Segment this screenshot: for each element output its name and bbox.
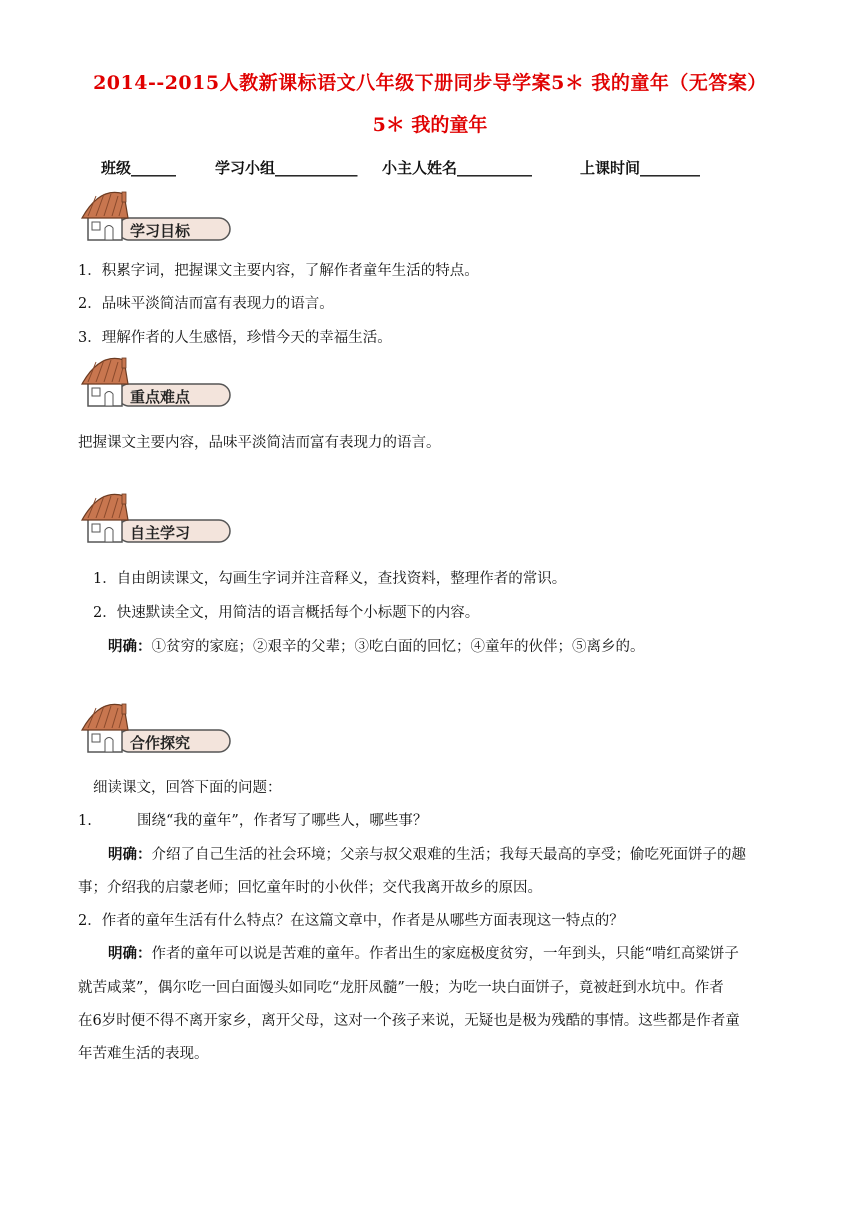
- answer-label: 明确：: [108, 946, 152, 962]
- lesson-title: 5＊ 我的童年: [372, 114, 488, 136]
- answer-2-line-2: 就苦咸菜”，偶尔吃一回白面馒头如同吃“龙肝凤髓”一般；为吃一块白面饼子，竟被赶到水坑中。作者: [78, 980, 724, 996]
- section-banner-cooperation: [78, 700, 238, 758]
- section-heading: 合作探究: [130, 734, 191, 752]
- answer-1-line-2: 事；介绍我的启蒙老师；回忆童年时的小伙伴；交代我离开故乡的原因。: [78, 880, 542, 896]
- document-title: 2014--2015人教新课标语文八年级下册同步导学案5＊ 我的童年（无答案）: [93, 72, 767, 94]
- class-field: 班级______: [101, 159, 177, 177]
- section-heading: 学习目标: [130, 222, 191, 240]
- owner-name-field: 小主人姓名__________: [382, 159, 533, 177]
- answer-text: ①贫穷的家庭；②艰辛的父辈；③吃白面的回忆；④童年的伙伴；⑤离乡的。: [151, 639, 645, 655]
- answer-2-line-4: 年苦难生活的表现。: [78, 1046, 209, 1062]
- section-heading: 重点难点: [130, 388, 191, 406]
- goal-item-1: 1．积累字词，把握课文主要内容，了解作者童年生活的特点。: [78, 263, 479, 279]
- section-heading: 自主学习: [130, 524, 191, 542]
- question-1-number: 1.: [78, 813, 92, 829]
- section-banner-self-study: [78, 490, 238, 548]
- answer-1-line-1: 明确：介绍了自己生活的社会环境；父亲与叔父艰难的生活；我每天最高的享受；偷吃死面饼子的趣: [108, 847, 746, 863]
- key-points-text: 把握课文主要内容，品味平淡简洁而富有表现力的语言。: [78, 435, 441, 451]
- goal-item-3: 3．理解作者的人生感悟，珍惜今天的幸福生活。: [78, 330, 392, 346]
- question-1: 围绕“我的童年”，作者写了哪些人，哪些事？: [137, 813, 428, 829]
- section-banner-goals: [78, 188, 238, 246]
- answer-2-line-1: 明确：作者的童年可以说是苦难的童年。作者出生的家庭极度贫穷，一年到头，只能“啃红高粱饼子: [108, 946, 739, 962]
- self-study-item-1: 1．自由朗读课文，勾画生字词并注音释义，查找资料，整理作者的常识。: [93, 571, 567, 587]
- class-time-field: 上课时间________: [580, 159, 701, 177]
- self-study-answer: [108, 637, 645, 657]
- answer-label: 明确：: [108, 847, 152, 863]
- cooperation-intro: 细读课文，回答下面的问题：: [93, 780, 282, 796]
- self-study-item-2: 2．快速默读全文，用简洁的语言概括每个小标题下的内容。: [93, 605, 480, 621]
- study-group-field: 学习小组___________: [215, 159, 358, 177]
- section-banner-key-points: [78, 354, 238, 412]
- answer-label: 明确：: [108, 639, 152, 655]
- question-2: 2．作者的童年生活有什么特点？在这篇文章中，作者是从哪些方面表现这一特点的？: [78, 913, 624, 929]
- goal-item-2: 2．品味平淡简洁而富有表现力的语言。: [78, 296, 334, 312]
- answer-2-line-3: 在6岁时便不得不离开家乡，离开父母，这对一个孩子来说，无疑也是极为残酷的事情。这些都是作者童: [78, 1013, 740, 1029]
